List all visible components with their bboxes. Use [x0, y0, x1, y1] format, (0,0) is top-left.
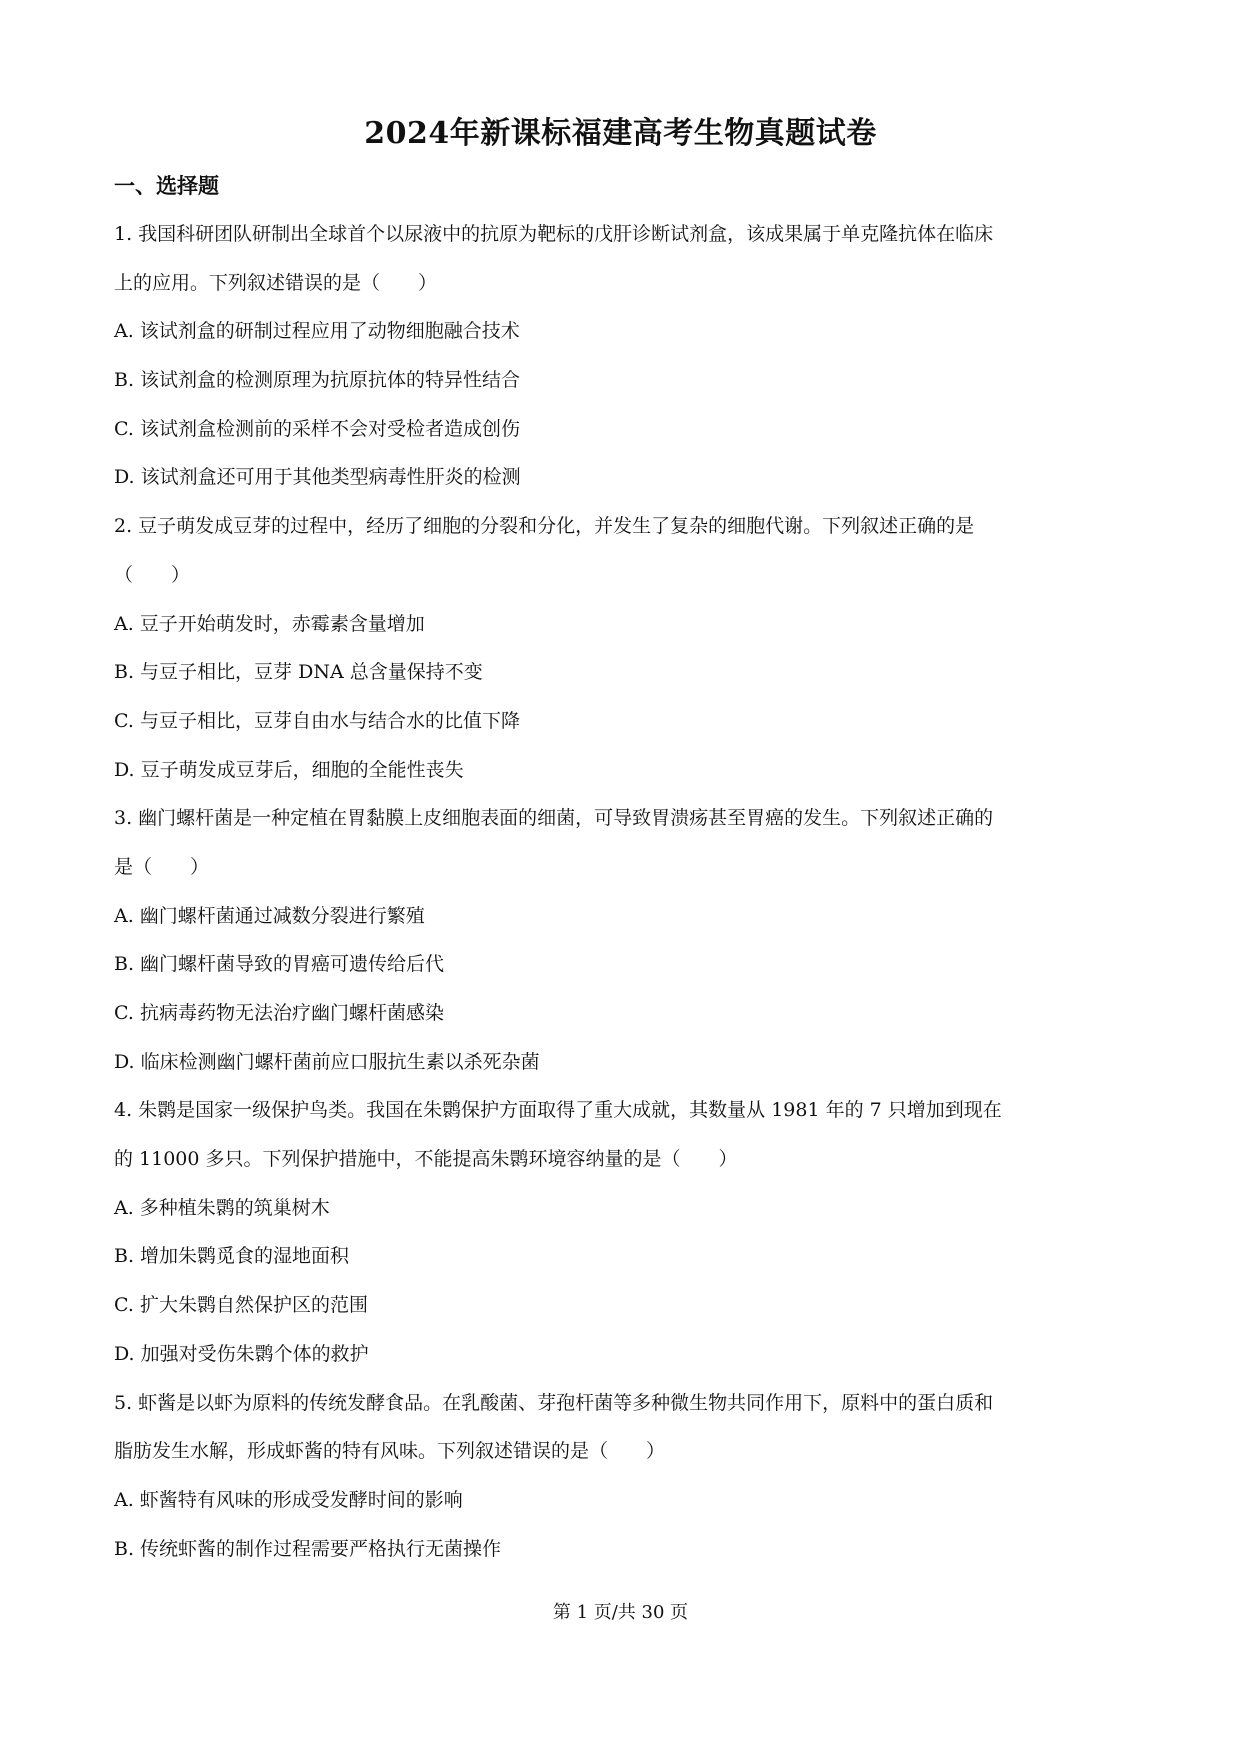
q3-option-c: C. 抗病毒药物无法治疗幽门螺杆菌感染: [114, 1002, 444, 1024]
section-heading: 一、选择题: [114, 173, 219, 198]
q4-stem-line-1: 4. 朱鹮是国家一级保护鸟类。我国在朱鹮保护方面取得了重大成就，其数量从 1981 年的 7 只增加到现在: [114, 1099, 1002, 1122]
q2-option-c: C. 与豆子相比，豆芽自由水与结合水的比值下降: [114, 709, 520, 732]
q4-option-c: C. 扩大朱鹮自然保护区的范围: [114, 1294, 368, 1317]
q5-stem-line-1: 5. 虾酱是以虾为原料的传统发酵食品。在乳酸菌、芽孢杆菌等多种微生物共同作用下，原料中的蛋白质和: [114, 1391, 994, 1414]
q2-option-a: A. 豆子开始萌发时，赤霉素含量增加: [114, 612, 425, 635]
q3-stem-line-1: 3. 幽门螺杆菌是一种定植在胃黏膜上皮细胞表面的细菌，可导致胃溃疡甚至胃癌的发生。下列叙述正确的: [114, 807, 994, 830]
q5-option-a: A. 虾酱特有风味的形成受发酵时间的影响: [114, 1488, 463, 1511]
q5-option-b: B. 传统虾酱的制作过程需要严格执行无菌操作: [114, 1537, 502, 1560]
q2-option-b: B. 与豆子相比，豆芽 DNA 总含量保持不变: [114, 661, 483, 684]
q1-option-c: C. 该试剂盒检测前的采样不会对受检者造成创伤: [114, 417, 520, 440]
q2-option-d: D. 豆子萌发成豆芽后，细胞的全能性丧失: [114, 758, 464, 781]
q2-stem-line-1: 2. 豆子萌发成豆芽的过程中，经历了细胞的分裂和分化，并发生了复杂的细胞代谢。下列叙述正确的是: [114, 515, 975, 538]
q5-stem-line-2: 脂肪发生水解，形成虾酱的特有风味。下列叙述错误的是（ ）: [114, 1440, 666, 1463]
page-number-footer: 第 1 页/共 30 页: [552, 1602, 689, 1623]
q2-stem-line-2: （ ）: [114, 563, 191, 586]
q1-option-a: A. 该试剂盒的研制过程应用了动物细胞融合技术: [114, 320, 520, 343]
q3-option-d: D. 临床检测幽门螺杆菌前应口服抗生素以杀死杂菌: [114, 1050, 540, 1073]
page-title: 2024年新课标福建高考生物真题试卷: [364, 116, 877, 151]
q1-option-b: B. 该试剂盒的检测原理为抗原抗体的特异性结合: [114, 369, 521, 392]
q4-option-d: D. 加强对受伤朱鹮个体的救护: [114, 1342, 369, 1365]
q3-option-a: A. 幽门螺杆菌通过减数分裂进行繁殖: [114, 904, 425, 927]
q3-stem-line-2: 是（ ）: [114, 855, 210, 878]
q4-stem-line-2: 的 11000 多只。下列保护措施中，不能提高朱鹮环境容纳量的是（ ）: [114, 1148, 738, 1171]
q3-option-b: B. 幽门螺杆菌导致的胃癌可遗传给后代: [114, 953, 445, 976]
question-list: [114, 210, 1124, 1573]
q1-stem-line-1: 1. 我国科研团队研制出全球首个以尿液中的抗原为靶标的戊肝诊断试剂盒，该成果属于单克隆抗体在临床: [114, 223, 994, 245]
q4-option-a: A. 多种植朱鹮的筑巢树木: [114, 1196, 330, 1219]
q1-stem-line-2: 上的应用。下列叙述错误的是（ ）: [114, 271, 438, 294]
q4-option-b: B. 增加朱鹮觅食的湿地面积: [114, 1245, 350, 1268]
q1-option-d: D. 该试剂盒还可用于其他类型病毒性肝炎的检测: [114, 466, 521, 489]
